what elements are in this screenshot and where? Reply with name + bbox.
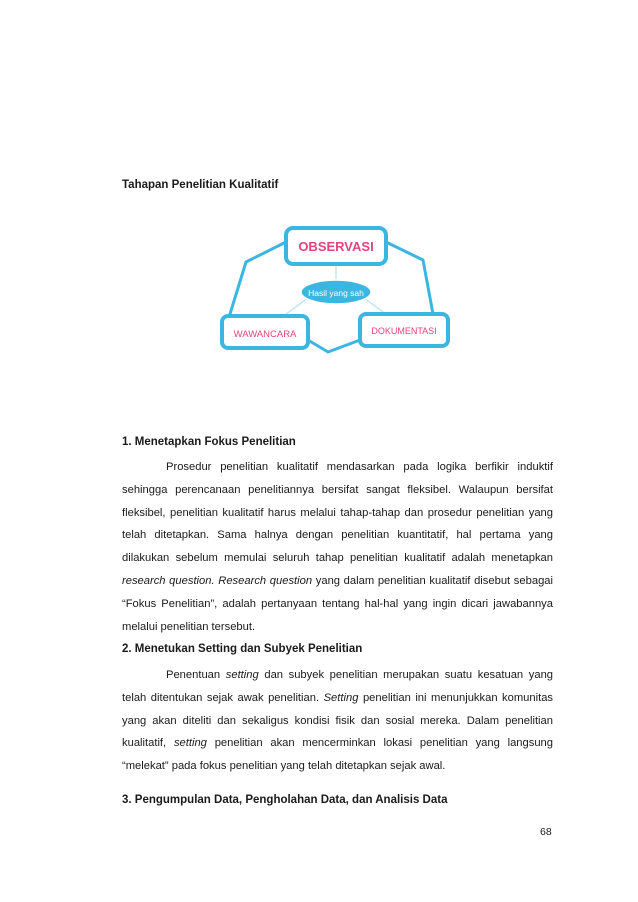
section-2-emphasis-2: Setting <box>323 691 359 704</box>
section-1-emphasis: research question. Research question <box>122 574 313 587</box>
page-number: 68 <box>540 826 552 838</box>
section-1-heading: 1. Menetapkan Fokus Penelitian <box>122 436 296 448</box>
section-1-paragraph <box>122 456 553 638</box>
section-2-heading: 2. Menetukan Setting dan Subyek Penelitian <box>122 643 363 655</box>
section-3-heading: 3. Pengumpulan Data, Pengholahan Data, dan Analisis Data <box>122 794 448 806</box>
section-2-text-c: penelitian ini menunjukkan komunitas yang akan diteliti dan sekaligus kondisi fisik dan sosial mereka. Dalam penelitian kualitatif, <box>122 691 554 750</box>
section-2-paragraph <box>122 664 553 778</box>
observasi-label: OBSERVASI <box>298 239 374 254</box>
section-2-text-a: Penentuan <box>166 669 221 681</box>
line-top-left <box>230 242 286 314</box>
section-1-text-b: yang dalam penelitian kualitatif disebut sebagai “Fokus Penelitian”, adalah pertanyaan tentang hal-hal yang ingin dicari jawabannya melalui penelitian tersebut. <box>122 574 553 633</box>
dokumentasi-label: DOKUMENTASI <box>371 326 437 336</box>
line-bottom <box>308 340 360 352</box>
section-2-text-b: dan subyek penelitian merupakan suatu kesatuan yang telah ditentukan sejak awak penelitian. <box>122 669 554 704</box>
section-1-text-a: Prosedur penelitian kualitatif mendasarkan pada logika berfikir induktif sehingga perencanaan penelitiannya bersifat sangat fleksibel. Walaupun bersifat fleksibel, penelitian kualitatif harus melalui tahap-tahap dan prosedur penelitian yang telah ditetapkan. Sama halnya dengan penelitian kuantitatif, hal pertama yang dilakukan sebelum memulai seluruh tahap penelitian kualitatif adalah menetapkan <box>122 461 553 565</box>
section-2-text-d: penelitian akan mencerminkan lokasi penelitian yang langsung “melekat” pada fokus penelitian yang telah ditetapkan sejak awal. <box>122 737 554 773</box>
line-top-right <box>386 242 433 314</box>
research-cycle-diagram <box>218 222 454 360</box>
section-2-emphasis-3: setting <box>173 737 207 750</box>
page-title: Tahapan Penelitian Kualitatif <box>122 179 279 191</box>
hasil-yang-sah-label: Hasil yang sah <box>308 288 364 298</box>
wawancara-label: WAWANCARA <box>233 329 297 340</box>
section-2-emphasis-1: setting <box>225 669 259 681</box>
